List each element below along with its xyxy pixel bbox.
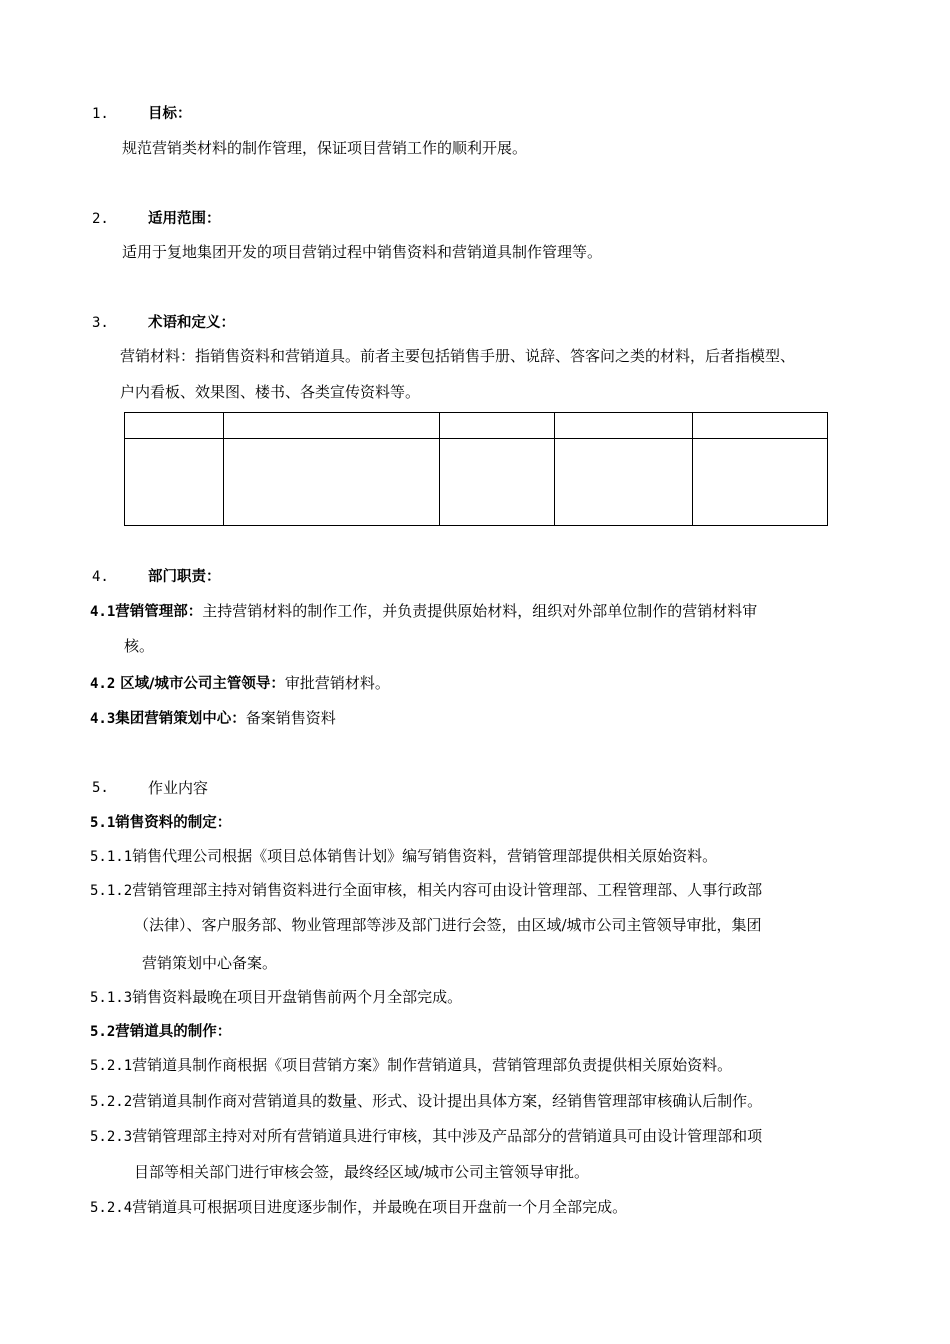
item-5-2-3-number: 5.2.3 (90, 1129, 133, 1145)
item-4-2-text: 审批营销材料。 (284, 674, 390, 692)
table-cell (555, 413, 693, 439)
table-cell (440, 439, 555, 526)
item-4-3-number: 4.3 (90, 711, 116, 727)
item-5-1-3 (90, 987, 462, 1008)
section-2-title: 适用范围： (148, 211, 221, 227)
table-cell (693, 413, 828, 439)
subsection-5-1-number: 5.1 (90, 815, 116, 831)
table-cell (224, 413, 440, 439)
item-4-2 (90, 673, 390, 694)
item-4-3-text: 备案销售资料 (245, 709, 336, 727)
subsection-5-2-number: 5.2 (90, 1024, 116, 1040)
section-3-line-2: 户内看板、效果图、楼书、各类宣传资料等。 (120, 383, 421, 401)
item-5-2-2-text: 营销道具制作商对营销道具的数量、形式、设计提出具体方案，经销售管理部审核确认后制作。 (132, 1092, 763, 1110)
item-5-2-1 (90, 1055, 732, 1076)
section-3-line-1: 营销材料：指销售资料和营销道具。前者主要包括销售手册、说辞、答客问之类的材料，后者指模型、 (120, 347, 796, 365)
section-2-number: 2. (92, 211, 109, 227)
item-4-1-number: 4.1 (90, 604, 116, 620)
section-4-number: 4. (92, 569, 109, 585)
item-4-1-continuation: 核。 (124, 637, 155, 655)
table-cell (555, 439, 693, 526)
subsection-5-2-title: 营销道具的制作： (115, 1024, 232, 1040)
item-5-1-3-text: 销售资料最晚在项目开盘销售前两个月全部完成。 (132, 988, 463, 1006)
item-4-1-text: 主持营销材料的制作工作，并负责提供原始材料，组织对外部单位制作的营销材料审 (202, 602, 758, 620)
table-row (125, 413, 828, 439)
table-cell (224, 439, 440, 526)
item-5-2-2-number: 5.2.2 (90, 1094, 133, 1110)
section-1-body: 规范营销类材料的制作管理，保证项目营销工作的顺利开展。 (122, 139, 528, 157)
item-5-2-1-text: 营销道具制作商根据《项目营销方案》制作营销道具，营销管理部负责提供相关原始资料。 (132, 1056, 733, 1074)
item-5-2-4-text: 营销道具可根据项目进度逐步制作，并最晚在项目开盘前一个月全部完成。 (132, 1198, 628, 1216)
table-cell (125, 439, 224, 526)
item-5-1-1-text: 销售代理公司根据《项目总体销售计划》编写销售资料，营销管理部提供相关原始资料。 (132, 847, 718, 865)
item-5-2-3-line-1: 营销管理部主持对对所有营销道具进行审核，其中涉及产品部分的营销道具可由设计管理部和项 (132, 1127, 763, 1145)
item-5-1-2-line-1: 营销管理部主持对销售资料进行全面审核，相关内容可由设计管理部、工程管理部、人事行政部 (132, 881, 763, 899)
item-5-2-3 (90, 1126, 762, 1147)
section-2-body: 适用于复地集团开发的项目营销过程中销售资料和营销道具制作管理等。 (122, 243, 603, 261)
item-5-2-2 (90, 1091, 762, 1112)
subsection-5-1 (90, 812, 231, 833)
item-5-1-2-line-3: 营销策划中心备案。 (142, 954, 278, 972)
item-5-1-1-number: 5.1.1 (90, 849, 133, 865)
subsection-5-2 (90, 1021, 231, 1042)
section-3-number: 3. (92, 315, 109, 331)
section-1-title: 目标： (148, 106, 192, 122)
item-5-2-3-line-2: 目部等相关部门进行审核会签，最终经区域/城市公司主管领导审批。 (134, 1163, 590, 1181)
item-5-1-2-line-2: （法律）、客户服务部、物业管理部等涉及部门进行会签，由区域/城市公司主管领导审批，集团 (134, 916, 762, 934)
item-4-2-number: 4.2 (90, 676, 116, 692)
item-5-2-4 (90, 1197, 627, 1218)
section-4-title: 部门职责： (148, 569, 221, 585)
section-5-number: 5. (92, 780, 109, 796)
item-5-1-1 (90, 846, 717, 867)
table-cell (440, 413, 555, 439)
item-5-1-2-number: 5.1.2 (90, 883, 133, 899)
table-row (125, 439, 828, 526)
item-4-1 (90, 601, 757, 622)
item-5-2-4-number: 5.2.4 (90, 1200, 133, 1216)
empty-table (124, 412, 828, 526)
item-5-1-3-number: 5.1.3 (90, 990, 133, 1006)
item-4-3-label: 集团营销策划中心： (115, 711, 246, 727)
item-5-1-2 (90, 880, 762, 901)
subsection-5-1-title: 销售资料的制定： (115, 815, 232, 831)
table-cell (125, 413, 224, 439)
table-cell (693, 439, 828, 526)
item-4-2-label: 区域/城市公司主管领导： (120, 676, 285, 692)
item-4-3 (90, 708, 336, 729)
item-5-2-1-number: 5.2.1 (90, 1058, 133, 1074)
item-4-1-label: 营销管理部： (115, 604, 203, 620)
section-3-title: 术语和定义： (148, 315, 235, 331)
section-1-number: 1. (92, 106, 109, 122)
section-5-title: 作业内容 (148, 779, 209, 797)
